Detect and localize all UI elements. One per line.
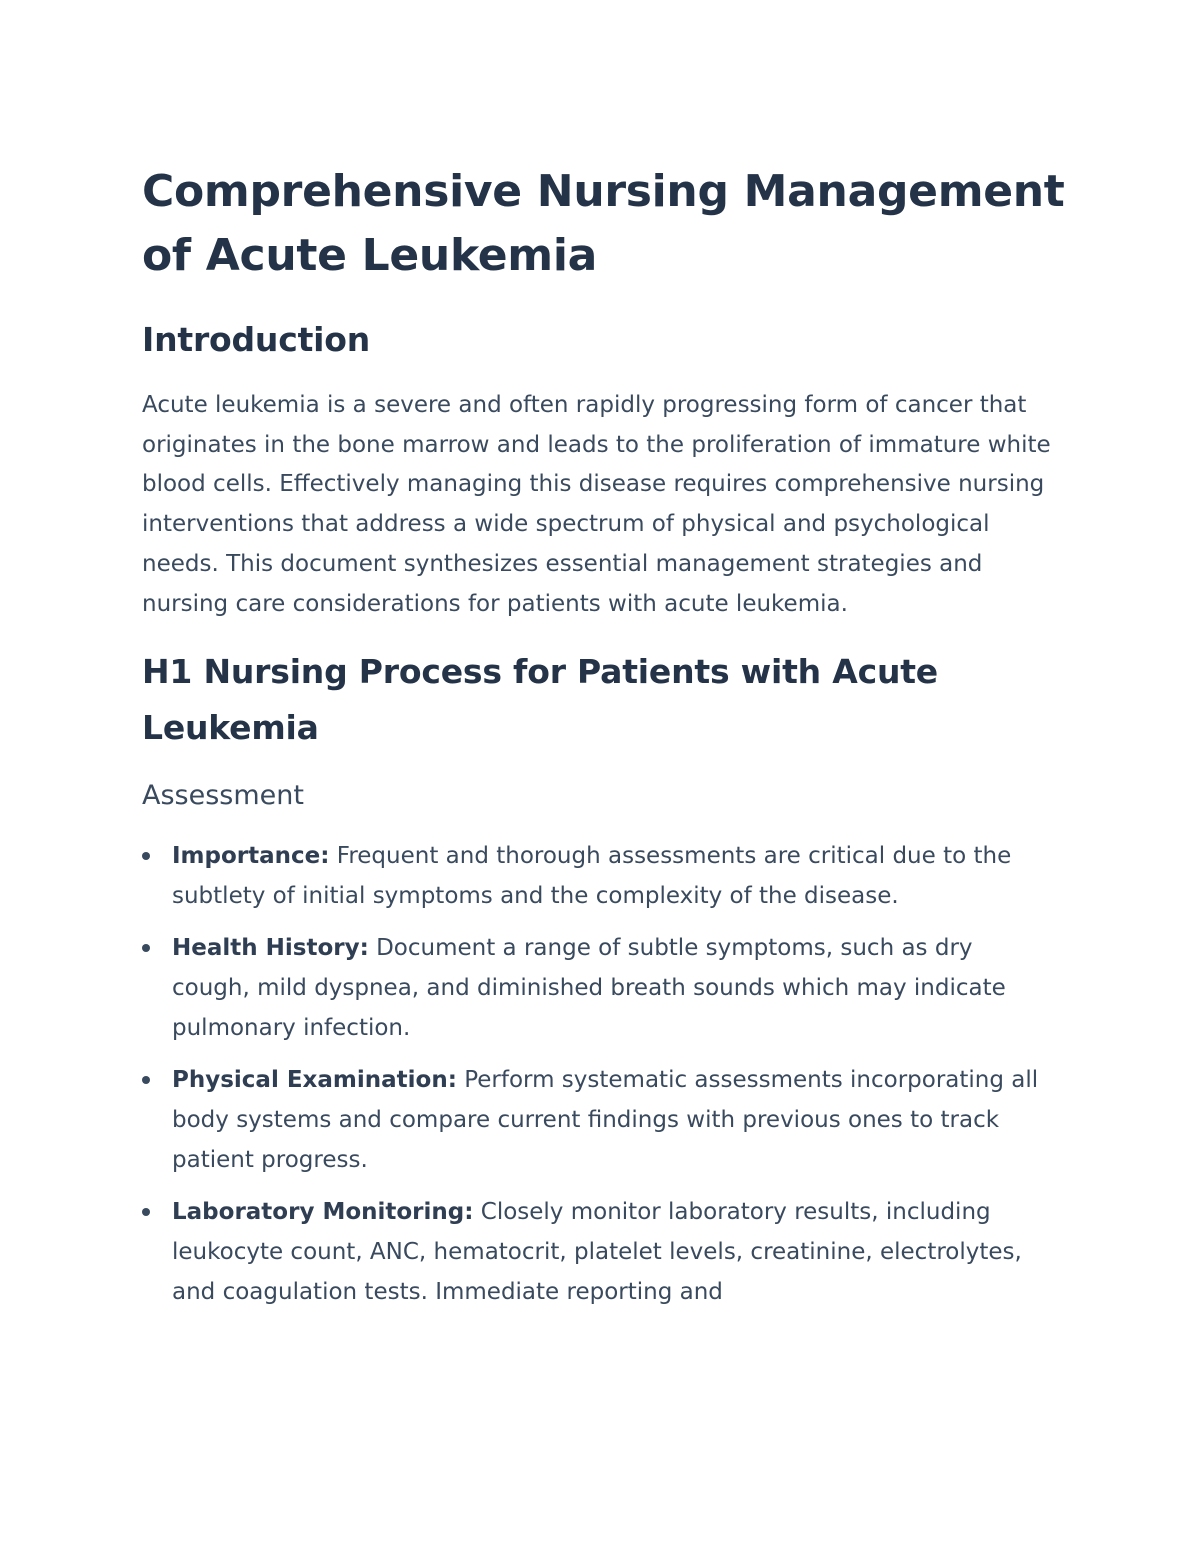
assessment-list: [142, 836, 1072, 1312]
list-item-term: Laboratory Monitoring:: [172, 1199, 474, 1226]
list-item-text: Closely monitor laboratory results, including leukocyte count, ANC, hematocrit, platelet levels, creatinine, electrolytes, and coagulation tests. Immediate reporting and: [172, 1199, 1022, 1306]
list-item-text: Document a range of subtle symptoms, such as dry cough, mild dyspnea, and diminished breath sounds which may indicate pulmonary infection.: [172, 935, 1006, 1042]
list-item-term: Health History:: [172, 935, 369, 962]
introduction-paragraph: Acute leukemia is a severe and often rapidly progressing form of cancer that originates in the bone marrow and leads to the proliferation of immature white blood cells. Effectively managing this disease requires comprehensive nursing interventions that address a wide spectrum of physical and psychological needs. This document synthesizes essential management strategies and nursing care considerations for patients with acute leukemia.: [142, 392, 1051, 617]
bullet-icon: [142, 1208, 150, 1216]
list-item-text: Perform systematic assessments incorporating all body systems and compare current findings with previous ones to track patient progress.: [172, 1067, 1039, 1174]
list-item-text: Frequent and thorough assessments are critical due to the subtlety of initial symptoms and the complexity of the disease.: [172, 843, 1012, 910]
list-item: [142, 1060, 1057, 1180]
document-page: [142, 160, 1072, 1324]
list-item: [142, 836, 1057, 916]
introduction-heading: Introduction: [142, 320, 371, 359]
bullet-icon: [142, 852, 150, 860]
assessment-heading: Assessment: [142, 780, 304, 812]
list-item-term: Physical Examination:: [172, 1067, 457, 1094]
list-item: [142, 928, 1057, 1048]
list-item-term: Importance:: [172, 843, 330, 870]
document-title: Comprehensive Nursing Management of Acute Leukemia: [142, 166, 1065, 281]
nursing-process-heading: H1 Nursing Process for Patients with Acute Leukemia: [142, 652, 938, 748]
bullet-icon: [142, 944, 150, 952]
bullet-icon: [142, 1076, 150, 1084]
list-item: [142, 1192, 1057, 1312]
